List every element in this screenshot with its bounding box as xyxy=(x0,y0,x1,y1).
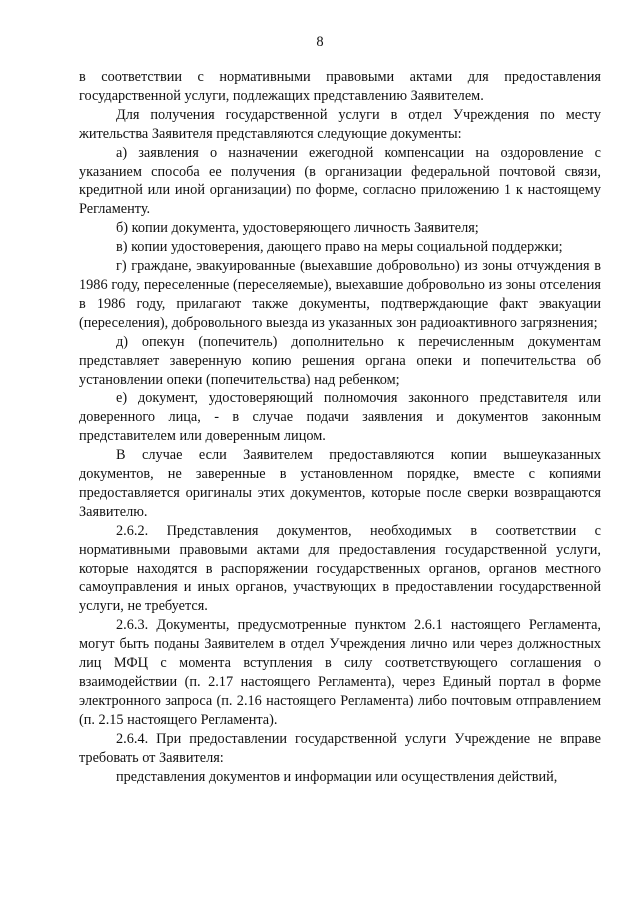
paragraph-4: б) копии документа, удостоверяющего личность Заявителя; xyxy=(116,220,479,237)
paragraph-5: в) копии удостоверения, дающего право на меры социальной поддержки; xyxy=(116,239,563,256)
paragraph-7: д) опекун (попечитель) дополнительно к перечисленным документам представляет заверенную копию решения органа опеки и попечительства об установлении опеки (попечительства) над ребенком; xyxy=(79,333,601,388)
document-body xyxy=(79,68,601,786)
paragraph-11: 2.6.3. Документы, предусмотренные пунктом 2.6.1 настоящего Регламента, могут быть поданы Заявителем в отдел Учреждения лично или через должностных лиц МФЦ с момента вступления в силу соответствующего соглашения о взаимодействии (п. 2.17 настоящего Регламента), через Единый портал в форме электронного запроса (п. 2.16 настоящего Регламента) либо почтовым отправлением (п. 2.15 настоящего Регламента). xyxy=(79,617,601,728)
paragraph-12: 2.6.4. При предоставлении государственной услуги Учреждение не вправе требовать от Заявителя: xyxy=(79,730,601,766)
paragraph-6: г) граждане, эвакуированные (выехавшие добровольно) из зоны отчуждения в 1986 году, переселенные (переселяемые), выехавшие добровольно из зоны отселения в 1986 году, прилагают также документы, подтверждающие факт эвакуации (переселения), добровольного выезда из указанных зон радиоактивного загрязнения; xyxy=(79,258,601,331)
page-number: 8 xyxy=(316,34,324,50)
paragraph-3: а) заявления о назначении ежегодной компенсации на оздоровление с указанием способа ее получения (в организации федеральной почтовой связи, кредитной или иной организации) по форме, согласно приложению 1 к настоящему Регламенту. xyxy=(79,144,601,218)
paragraph-2: Для получения государственной услуги в отдел Учреждения по месту жительства Заявителя представляются следующие документы: xyxy=(79,106,601,142)
paragraph-10: 2.6.2. Представления документов, необходимых в соответствии с нормативными правовыми актами для предоставления государственной услуги, которые находятся в распоряжении государственных органов, органов местного самоуправления и иных органов, участвующих в предоставлении государственной услуги, не требуется. xyxy=(79,522,601,615)
paragraph-9: В случае если Заявителем предоставляются копии вышеуказанных документов, не заверенные в установленном порядке, вместе с копиями предоставляется оригиналы этих документов, которые после сверки возвращаются Заявителю. xyxy=(79,447,601,520)
paragraph-8: е) документ, удостоверяющий полномочия законного представителя или доверенного лица, - в случае подачи заявления и документов законным представителем или доверенным лицом. xyxy=(79,390,601,445)
paragraph-13: представления документов и информации или осуществления действий, xyxy=(116,768,558,785)
paragraph-1: в соответствии с нормативными правовыми актами для предоставления государственной услуги, подлежащих представлению Заявителем. xyxy=(79,69,601,104)
